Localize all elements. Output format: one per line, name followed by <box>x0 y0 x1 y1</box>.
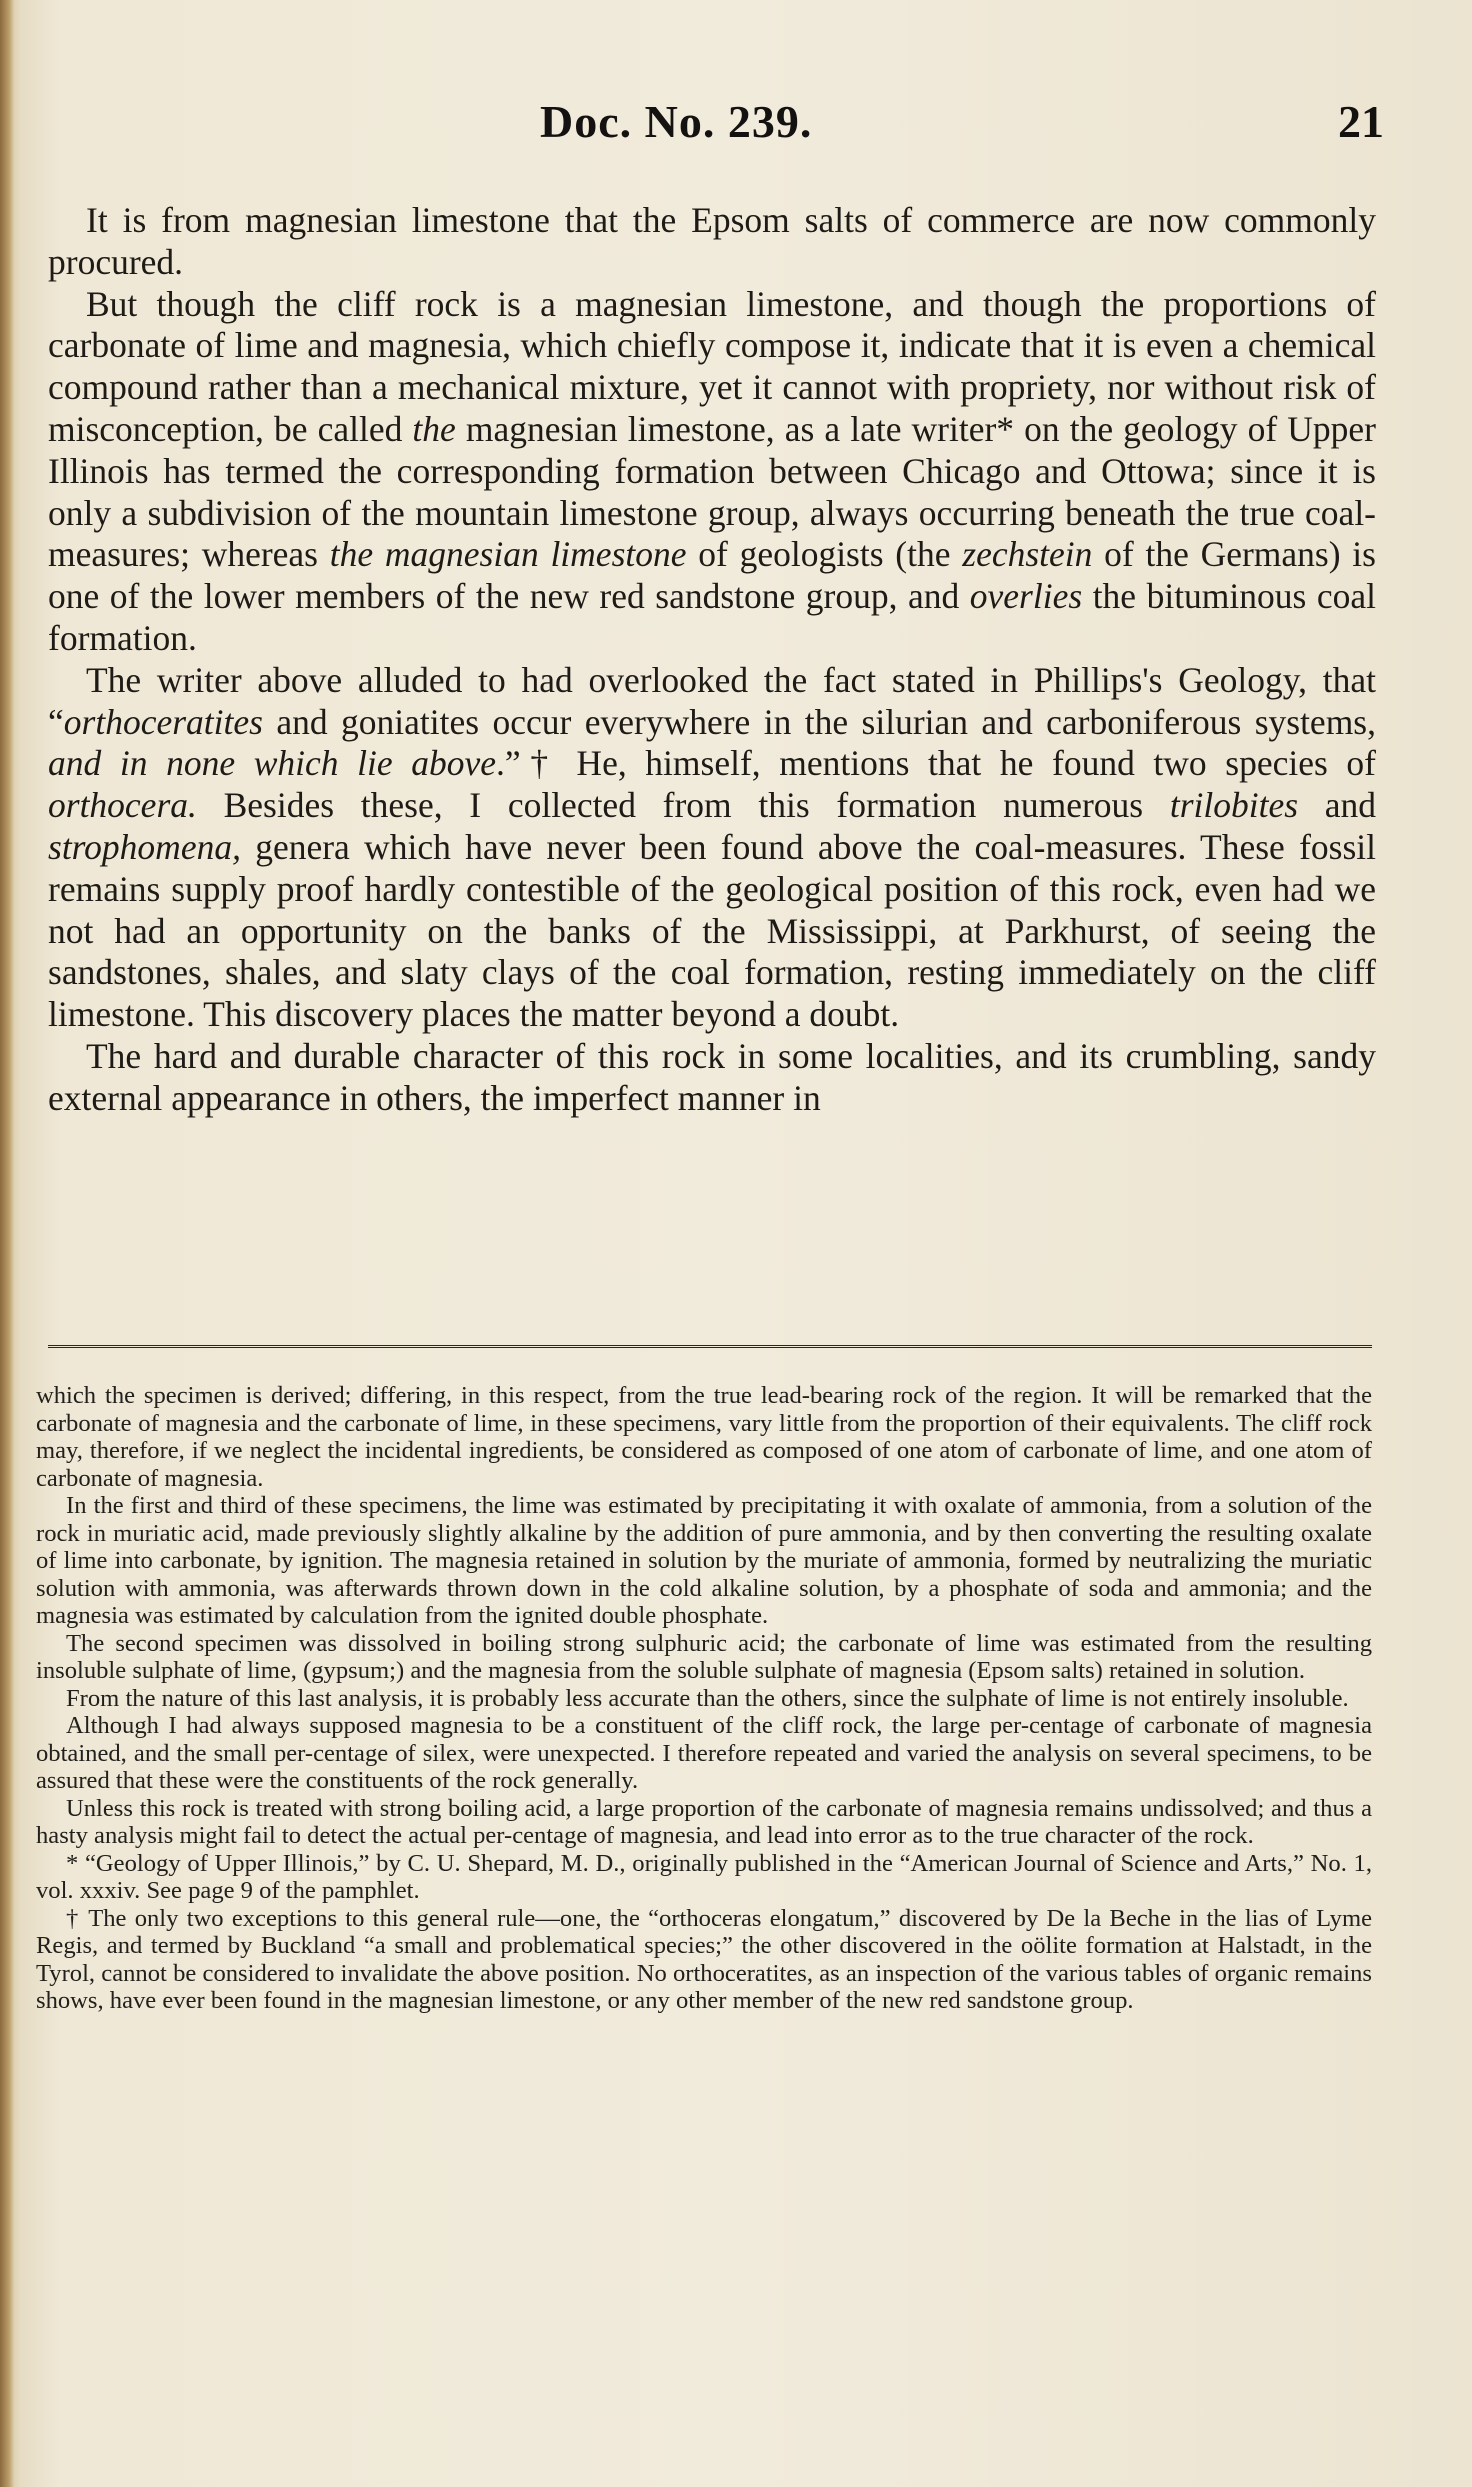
text-run: The writer above alluded to had overlooked the fact stated in Phillips's Geology, that “ <box>48 659 1376 742</box>
text-run: and <box>1298 785 1377 826</box>
text-run: and goniatites occur everywhere in the silurian and carboniferous systems, <box>262 701 1376 742</box>
footnote-asterisk: * “Geology of Upper Illinois,” by C. U. Shepard, M. D., originally published in the “American Journal of Science and Arts,” No. 1, vol. xxxiv. See page 9 of the pamphlet. <box>36 1849 1372 1904</box>
footnote-paragraph: From the nature of this last analysis, it is probably less accurate than the others, since the sulphate of lime is not entirely insoluble. <box>66 1684 1349 1712</box>
italic-text-run: and in none which lie above <box>48 743 496 784</box>
italic-text-run: overlies <box>969 576 1083 617</box>
italic-text-run: trilobites <box>1169 785 1299 826</box>
footnotes-section <box>36 1382 1372 2015</box>
body-paragraph <box>48 284 1376 660</box>
footnote-paragraph: Unless this rock is treated with strong boiling acid, a large proportion of the carbonate of magnesia remains undissolved; and thus a hasty analysis might fail to detect the actual per-centage of magnesia, and lead into error as to the true character of the rock. <box>36 1794 1372 1849</box>
text-run: genera which have never been found above the coal-measures. These fossil remains supply proof hardly contestible of the geological position of this rock, even had we not had an opportunity on the banks of the Mississippi, at Parkhurst, of seeing the sandstones, shales, and slaty clays of the coal formation, resting immediately on the cliff limestone. This discovery places the matter beyond a doubt. <box>48 826 1376 1035</box>
page-number: 21 <box>1338 96 1384 147</box>
italic-text-run: orthocera. <box>48 785 197 826</box>
body-paragraph <box>48 660 1376 1036</box>
body-paragraph <box>48 200 1376 284</box>
main-text-body <box>48 200 1376 1120</box>
footnote-paragraph: which the specimen is derived; differing, in this respect, from the true lead-bearing rock of the region. It will be remarked that the carbonate of magnesia and the carbonate of lime, in these specimens, vary little from the proportion of their equivalents. The cliff rock may, therefore, if we neglect the incidental ingredients, be considered as composed of one atom of carbonate of lime, and one atom of carbonate of magnesia. <box>36 1382 1372 1492</box>
italic-text-run: the magnesian limestone <box>329 534 687 575</box>
italic-text-run: the <box>412 408 456 449</box>
footnote-divider <box>48 1345 1372 1348</box>
italic-text-run: orthoceratites <box>63 701 263 742</box>
body-paragraph <box>48 1036 1376 1120</box>
page-header <box>0 95 1472 155</box>
text-run: The hard and durable character of this rock in some localities, and its crumbling, sandy external appearance in others, the imperfect manner in <box>48 1035 1376 1118</box>
text-run: It is from magnesian limestone that the Epsom salts of commerce are now commonly procured. <box>48 200 1376 282</box>
text-run: the bituminous coal formation. <box>48 576 1376 658</box>
document-number-heading: Doc. No. 239. <box>540 96 813 147</box>
text-run: of geologists (the <box>686 534 963 575</box>
text-run: of the Germans) is one of the lower members of the new red sandstone group, and <box>48 534 1376 617</box>
text-run: But though the cliff rock is a magnesian limestone, and though the proportions of carbonate of lime and magnesia, which chiefly compose it, indicate that it is even a chemical compound rather than a mechanical mixture, yet it cannot with propriety, nor without risk of misconception, be called <box>48 283 1376 449</box>
book-binding-edge <box>0 0 14 2487</box>
footnote-paragraph: In the first and third of these specimens, the lime was estimated by precipitating it with oxalate of ammonia, from a solution of the rock in muriatic acid, made previously slightly alkaline by the addition of pure ammonia, and by then converting the resulting oxalate of lime into carbonate, by ignition. The magnesia retained in solution by the muriate of ammonia, formed by neutralizing the muriatic solution with ammonia, was afterwards thrown down in the cold alkaline solution, by a phosphate of soda and ammonia; and the magnesia was estimated by calculation from the ignited double phosphate. <box>36 1492 1372 1629</box>
footnote-paragraph: The second specimen was dissolved in boiling strong sulphuric acid; the carbonate of lime was estimated from the resulting insoluble sulphate of lime, (gypsum;) and the magnesia from the soluble sulphate of magnesia (Epsom salts) retained in solution. <box>36 1629 1372 1684</box>
text-run: .”† He, himself, mentions that he found two species of <box>495 743 1376 784</box>
text-run: magnesian limestone, as a late writer* on the geology of Upper Illinois has termed the corresponding formation between Chicago and Ottowa; since it is only a subdivision of the mountain limestone group, always occurring beneath the true coal-measures; whereas <box>48 408 1376 575</box>
footnote-dagger: † The only two exceptions to this general rule—one, the “orthoceras elongatum,” discovered by De la Beche in the lias of Lyme Regis, and termed by Buckland “a small and problematical species;” the other discovered in the oölite formation at Halstadt, in the Tyrol, cannot be considered to invalidate the above position. No orthoceratites, as an inspection of the various tables of organic remains shows, have ever been found in the magnesian limestone, or any other member of the new red sandstone group. <box>36 1904 1372 2014</box>
text-run: Besides these, I collected from this formation numerous <box>196 785 1170 826</box>
italic-text-run: zechstein <box>962 534 1093 575</box>
footnote-paragraph: Although I had always supposed magnesia to be a constituent of the cliff rock, the large per-centage of carbonate of magnesia obtained, and the small per-centage of silex, were unexpected. I therefore repeated and varied the analysis on several specimens, to be assured that these were the constituents of the rock generally. <box>36 1712 1372 1794</box>
italic-text-run: strophomena, <box>48 826 241 867</box>
